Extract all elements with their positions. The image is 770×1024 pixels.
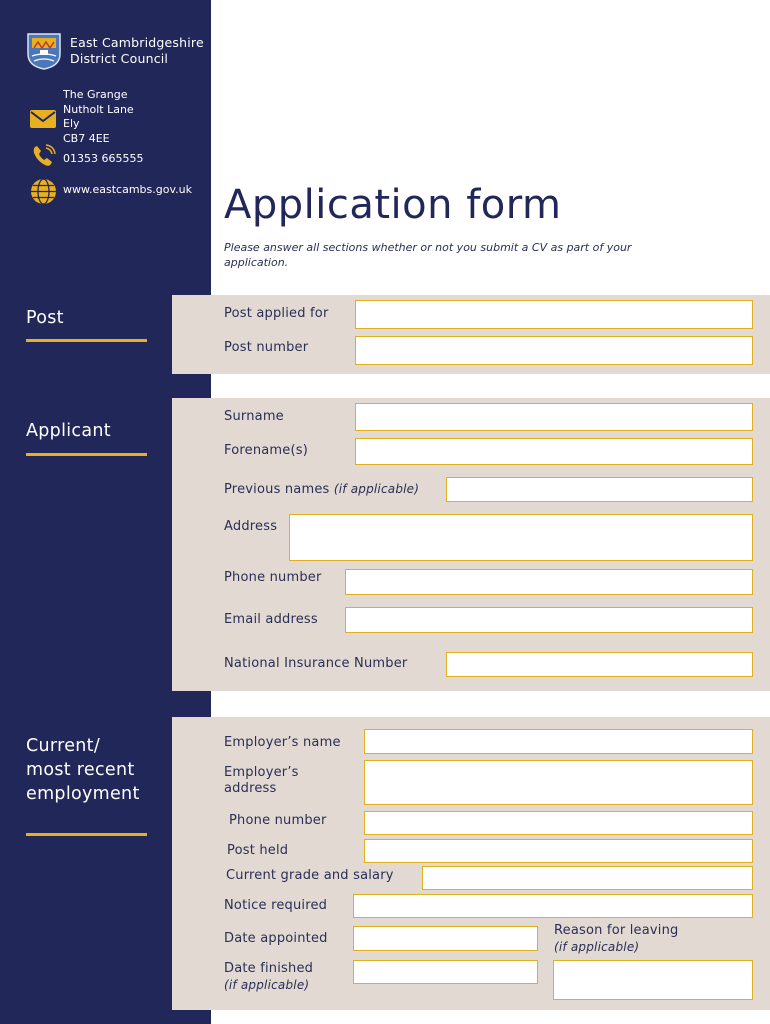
reason-for-leaving-field[interactable]	[553, 960, 753, 1000]
phone-number-label: Phone number	[224, 570, 322, 585]
address-line-2: Nutholt Lane	[63, 102, 134, 116]
post-held-field[interactable]	[364, 839, 753, 863]
previous-names-if-applicable: (if applicable)	[333, 482, 420, 496]
employers-address-label	[224, 765, 299, 797]
date-finished-label	[224, 961, 313, 993]
notice-required-field[interactable]	[353, 894, 753, 918]
address-line-3: Ely	[63, 117, 80, 130]
council-name-line1: East Cambridgeshire	[70, 35, 204, 50]
phone-icon	[31, 144, 57, 168]
employment-title-line1: Current/	[26, 736, 101, 756]
section-rule-applicant	[26, 453, 147, 456]
ni-number-field[interactable]	[446, 652, 753, 677]
email-address-label: Email address	[224, 612, 318, 627]
email-address-field[interactable]	[345, 607, 753, 633]
section-rule-employment	[26, 833, 147, 836]
employment-phone-field[interactable]	[364, 811, 753, 835]
employers-address-line2: address	[224, 781, 277, 796]
forenames-field[interactable]	[355, 438, 753, 465]
section-rule-post	[26, 339, 147, 342]
council-name-line2: District Council	[70, 51, 169, 66]
reason-for-leaving-label	[554, 923, 679, 955]
post-held-label: Post held	[227, 843, 289, 858]
grade-salary-label: Current grade and salary	[226, 868, 394, 883]
page-title: Application form	[224, 182, 562, 228]
employment-title-line3: employment	[26, 784, 140, 804]
post-applied-for-field[interactable]	[355, 300, 753, 329]
section-title-applicant: Applicant	[26, 421, 111, 441]
employers-name-field[interactable]	[364, 729, 753, 754]
section-title-employment	[26, 734, 140, 806]
reason-for-leaving-text: Reason for leaving	[554, 923, 679, 938]
address-field[interactable]	[289, 514, 753, 561]
employers-address-line1: Employer’s	[224, 765, 299, 780]
section-title-post: Post	[26, 308, 64, 328]
address-label: Address	[224, 519, 278, 534]
surname-label: Surname	[224, 409, 284, 424]
address-line-1: The Grange	[63, 88, 128, 101]
employers-address-field[interactable]	[364, 760, 753, 805]
date-finished-field[interactable]	[353, 960, 538, 984]
address-line-4: CB7 4EE	[63, 131, 110, 145]
phone-number-field[interactable]	[345, 569, 753, 595]
page-subtitle: Please answer all sections whether or not you submit a CV as part of your application.	[224, 241, 632, 269]
previous-names-text: Previous names	[224, 482, 330, 497]
employment-title-line2: most recent	[26, 760, 135, 780]
grade-salary-field[interactable]	[422, 866, 753, 890]
employment-phone-label: Phone number	[229, 813, 327, 828]
council-name	[70, 35, 204, 67]
post-number-field[interactable]	[355, 336, 753, 365]
website-link[interactable]: www.eastcambs.gov.uk	[63, 183, 192, 196]
globe-icon	[30, 178, 57, 205]
phone-number: 01353 665555	[63, 152, 144, 165]
envelope-icon	[29, 109, 57, 129]
previous-names-label	[224, 481, 419, 498]
date-finished-text: Date finished	[224, 961, 314, 976]
ni-number-label: National Insurance Number	[224, 656, 408, 671]
date-appointed-field[interactable]	[353, 926, 538, 951]
post-applied-for-label: Post applied for	[224, 306, 329, 321]
date-finished-if-applicable: (if applicable)	[224, 978, 310, 992]
notice-required-label: Notice required	[224, 898, 328, 913]
post-number-label: Post number	[224, 340, 309, 355]
surname-field[interactable]	[355, 403, 753, 431]
date-appointed-label: Date appointed	[224, 931, 328, 946]
council-crest-icon	[26, 32, 62, 70]
forenames-label: Forename(s)	[224, 443, 309, 458]
address-block	[63, 88, 134, 146]
employers-name-label: Employer’s name	[224, 735, 341, 750]
previous-names-field[interactable]	[446, 477, 753, 502]
reason-if-applicable: (if applicable)	[554, 940, 640, 954]
